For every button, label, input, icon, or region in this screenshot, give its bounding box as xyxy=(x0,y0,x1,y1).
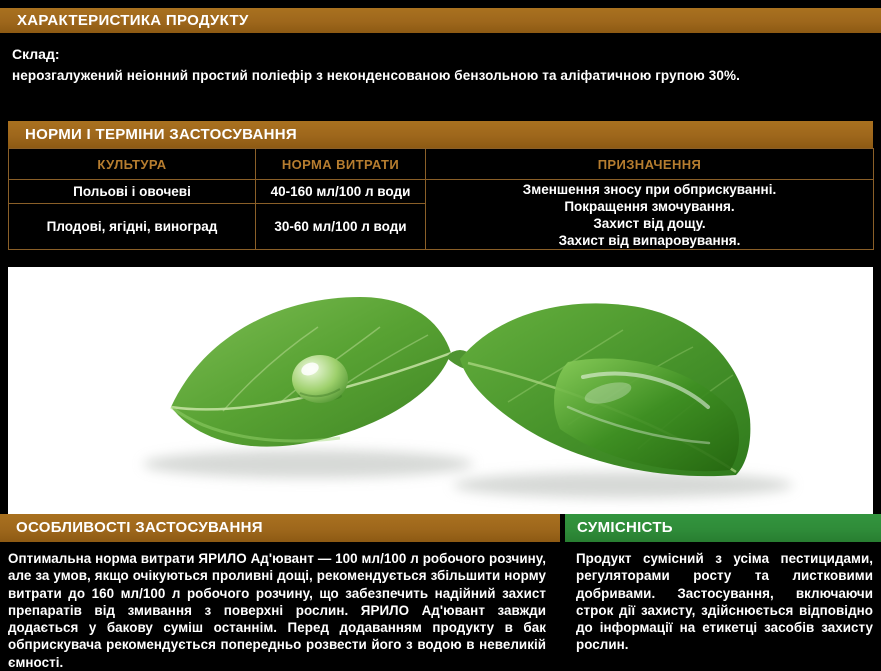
composition-text: нерозгалужений неіонний простий поліефір з неконденсованою бензольною та аліфатичною групою 30%. xyxy=(12,68,740,83)
norms-title: НОРМИ І ТЕРМІНИ ЗАСТОСУВАННЯ xyxy=(25,126,298,143)
rate-cell: 40-160 мл/100 л води xyxy=(256,180,426,204)
composition-section xyxy=(0,33,881,121)
compatibility-title: СУМІСНІСТЬ xyxy=(577,519,673,536)
right-leaf-shadow xyxy=(453,472,793,498)
compatibility-section xyxy=(565,514,881,654)
leaf-image xyxy=(8,267,873,514)
table-row xyxy=(9,180,874,204)
bottom-sections xyxy=(0,514,881,671)
page-title: ХАРАКТЕРИСТИКА ПРОДУКТУ xyxy=(17,12,249,29)
column-header-culture: КУЛЬТУРА xyxy=(9,149,256,180)
culture-cell: Польові і овочеві xyxy=(9,180,256,204)
section-header-norms xyxy=(8,121,873,148)
purpose-line: Зменшення зносу при обприскуванні. xyxy=(522,181,777,197)
table-header-row xyxy=(9,149,874,180)
section-header-features xyxy=(0,514,560,542)
purpose-line: Захист від випаровування. xyxy=(558,232,741,248)
section-header-characteristics xyxy=(0,8,881,33)
norms-table xyxy=(8,148,874,250)
features-title: ОСОБЛИВОСТІ ЗАСТОСУВАННЯ xyxy=(16,519,263,536)
column-header-rate: НОРМА ВИТРАТИ xyxy=(256,149,426,180)
purpose-cell xyxy=(426,180,874,250)
composition-label: Склад: xyxy=(12,46,60,62)
features-section xyxy=(0,514,560,671)
rate-cell: 30-60 мл/100 л води xyxy=(256,204,426,250)
compatibility-text: Продукт сумісний з усіма пестицидами, регуляторами росту та листковими добривами. Застосування, включаючи строк дії захисту, здійснюється відповідно до інформації на етикетці засобів захисту рослин. xyxy=(576,551,873,653)
column-header-purpose: ПРИЗНАЧЕННЯ xyxy=(426,149,874,180)
culture-cell: Плодові, ягідні, виноград xyxy=(9,204,256,250)
section-header-compatibility xyxy=(565,514,881,542)
features-text: Оптимальна норма витрати ЯРИЛО Ад'ювант — 100 мл/100 л робочого розчину, але за умов, якщо очікуються проливні дощі, рекомендується збільшити норму витрати до 160 мл/100 л робочого розчину, що забезпечить надійний захист препаратів від змивання з поверхні рослин. ЯРИЛО Ад'ювант завжди додається у бакову суміш останнім. Перед додаванням продукту в бак обприскувача рекомендується попередньо розвести його з водою в невеликій ємності. xyxy=(8,551,546,670)
purpose-line: Захист від дощу. xyxy=(593,215,706,231)
water-droplet xyxy=(292,355,348,403)
leaves-illustration xyxy=(8,267,873,514)
left-leaf-shadow xyxy=(143,450,473,478)
purpose-line: Покращення змочування. xyxy=(564,198,735,214)
